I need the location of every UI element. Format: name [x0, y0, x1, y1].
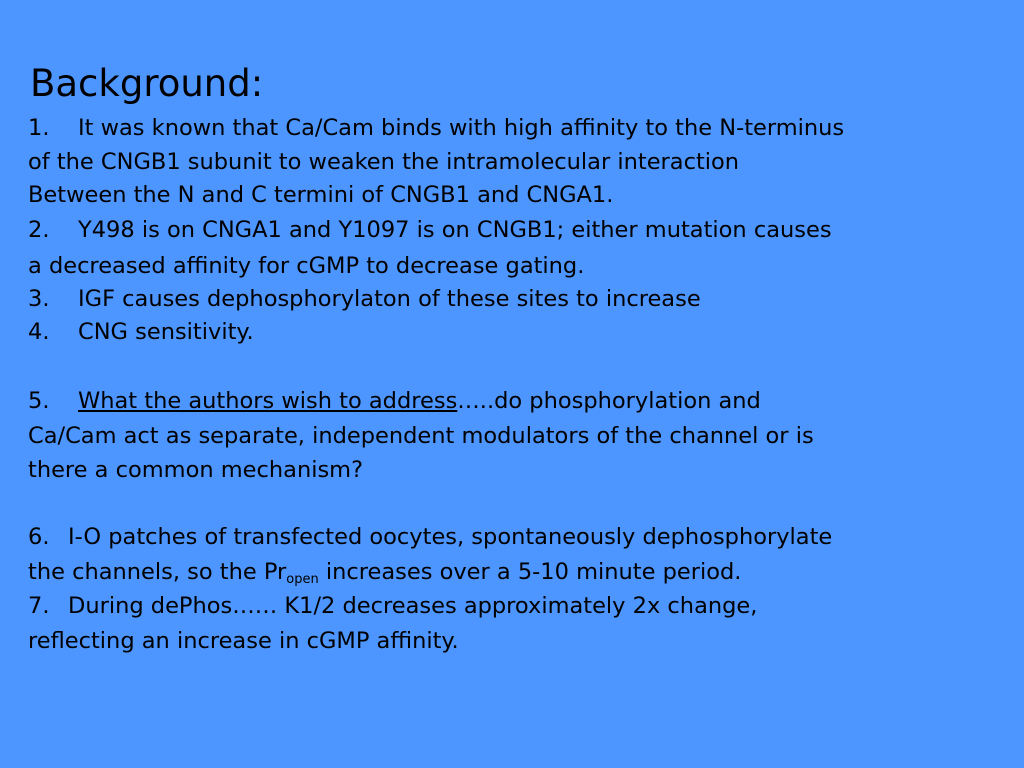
item-6-number: 6. [28, 524, 50, 550]
item-2-text: Y498 is on CNGA1 and Y1097 is on CNGB1; either mutation causes [78, 217, 832, 243]
item-3-number: 3. [28, 286, 50, 312]
item-1-line-2: of the CNGB1 subunit to weaken the intramolecular interaction [28, 149, 740, 175]
item-5-line-1 [28, 386, 761, 416]
item-4-text: CNG sensitivity. [78, 319, 254, 345]
slide-title: Background: [30, 62, 264, 105]
item-1-line-1 [28, 113, 844, 143]
item-7-line-2: reflecting an increase in cGMP affinity. [28, 628, 459, 654]
item-2-number: 2. [28, 217, 50, 243]
item-5-number: 5. [28, 388, 50, 414]
item-6-line-2-end: increases over a 5-10 minute period. [318, 559, 742, 585]
item-6-line-2 [28, 557, 741, 587]
item-1-text: It was known that Ca/Cam binds with high affinity to the N-terminus [78, 115, 845, 141]
item-2-line-1 [28, 215, 832, 245]
item-1-number: 1. [28, 115, 50, 141]
item-4-line-1 [28, 317, 254, 347]
item-7-text: During dePhos…… K1/2 decreases approximately 2x change, [68, 593, 758, 619]
item-7-number: 7. [28, 593, 50, 619]
item-7-line-1 [28, 591, 757, 621]
item-5-text: …..do phosphorylation and [457, 388, 761, 414]
item-6-line-1 [28, 522, 832, 552]
item-3-line-1 [28, 284, 701, 314]
item-5-line-2: Ca/Cam act as separate, independent modulators of the channel or is [28, 423, 814, 449]
item-6-text: I-O patches of transfected oocytes, spontaneously dephosphorylate [68, 524, 833, 550]
item-1-line-3: Between the N and C termini of CNGB1 and CNGA1. [28, 182, 614, 208]
item-6-line-2-start: the channels, so the Pr [28, 559, 287, 585]
item-3-text: IGF causes dephosphorylaton of these sites to increase [78, 286, 701, 312]
item-5-line-3: there a common mechanism? [28, 457, 364, 483]
item-5-underlined-text: What the authors wish to address [78, 388, 458, 414]
item-2-line-2: a decreased affinity for cGMP to decrease gating. [28, 253, 585, 279]
item-4-number: 4. [28, 319, 50, 345]
item-6-subscript: open [286, 572, 319, 587]
